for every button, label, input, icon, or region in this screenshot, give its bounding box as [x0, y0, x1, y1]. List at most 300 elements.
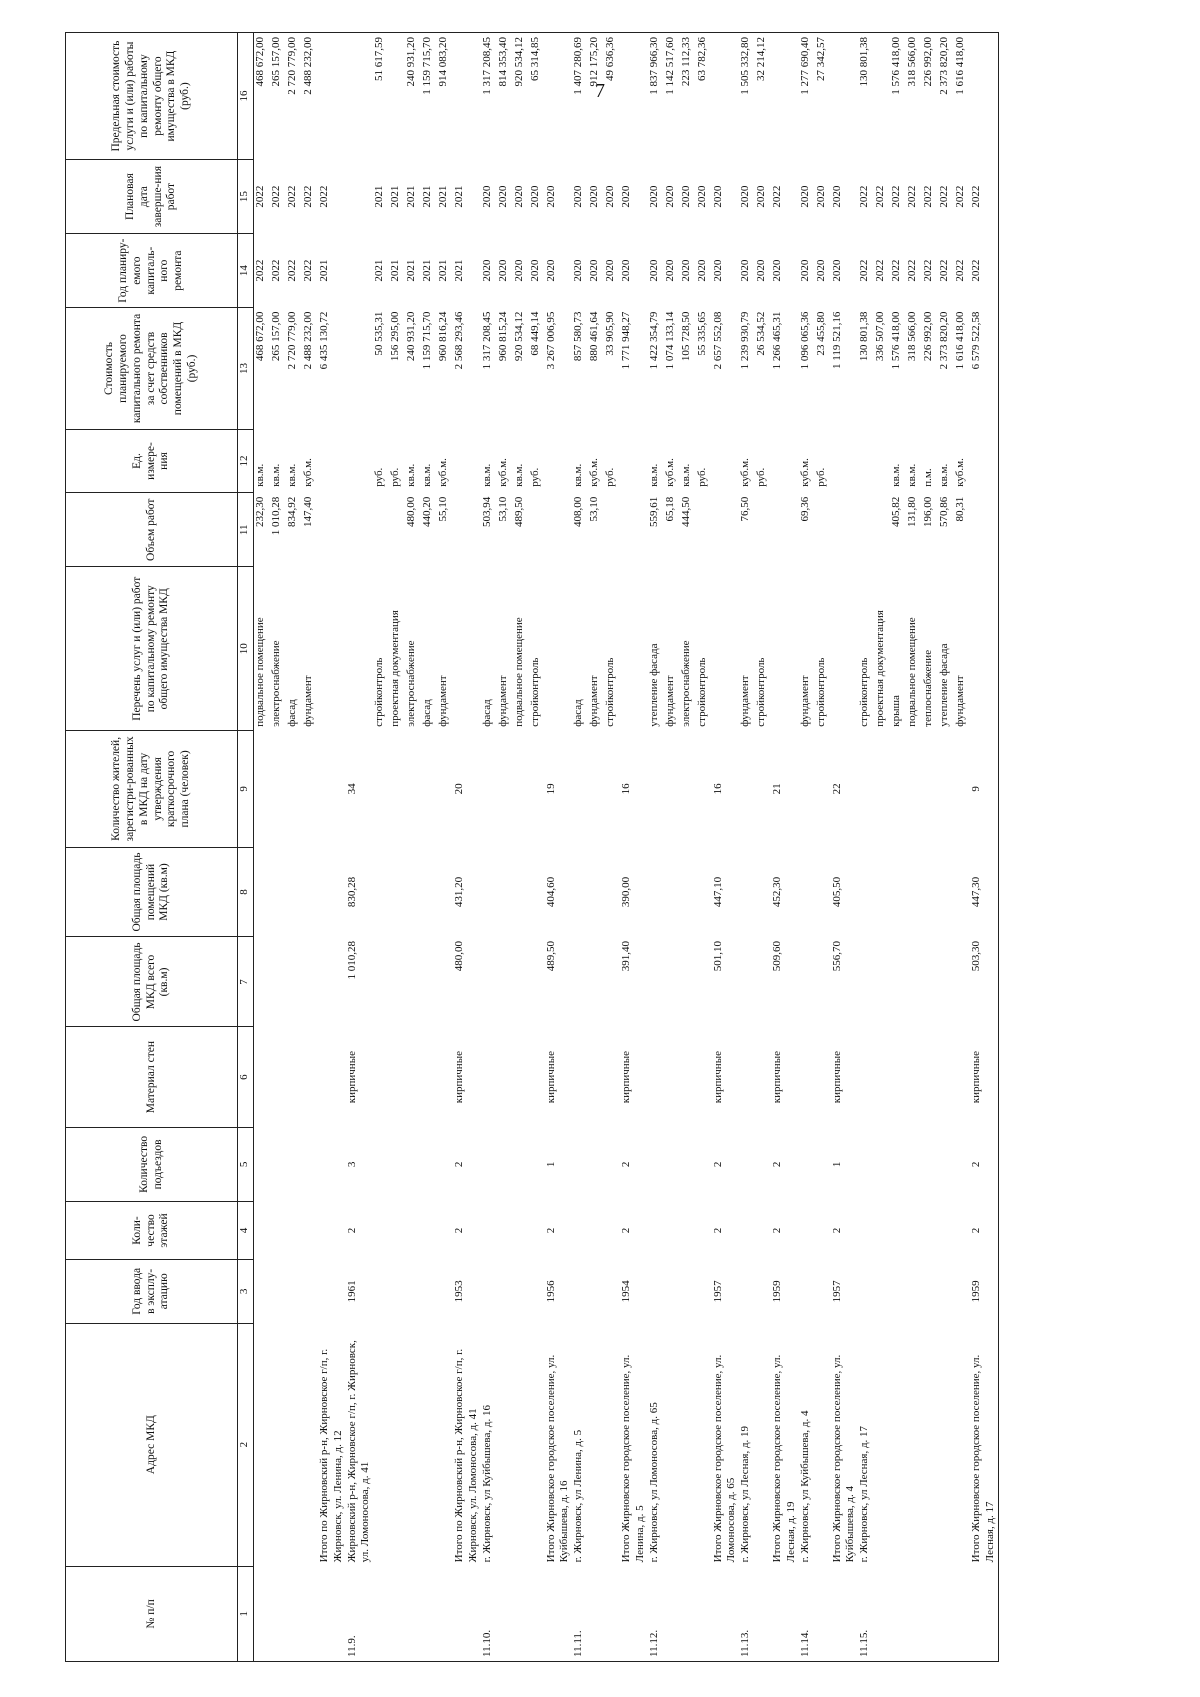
limit-cost-cell: 912 175,20	[588, 33, 604, 160]
row-number-cell	[421, 1566, 437, 1661]
limit-cost-cell: 1 616 418,00	[954, 33, 970, 160]
table-row	[771, 33, 799, 1662]
residents-cell	[497, 731, 513, 847]
completion-year-cell: 2022	[906, 185, 918, 208]
total-area-cell	[254, 937, 271, 1027]
row-number-cell	[545, 1566, 573, 1661]
volume-cell: 440,20	[421, 496, 433, 527]
limit-cost-cell: 1 505 332,80	[739, 33, 755, 160]
wall-material-cell	[421, 1027, 437, 1127]
table-row	[346, 33, 374, 1662]
planned-year-cell: 2020	[711, 259, 724, 282]
entrances-cell: 3	[345, 1161, 358, 1168]
column-number-11: 11	[238, 493, 254, 567]
premises-area-cell	[405, 847, 421, 937]
table-row	[664, 33, 680, 1662]
entrances-cell	[497, 1127, 513, 1201]
floors-cell: 2	[970, 1201, 998, 1259]
premises-area-cell	[922, 847, 938, 937]
wall-material-cell	[286, 1027, 302, 1127]
total-area-cell	[270, 937, 286, 1027]
floors-cell	[680, 1201, 696, 1259]
premises-area-cell	[286, 847, 302, 937]
premises-area-cell	[572, 847, 588, 937]
wall-material-cell	[938, 1027, 954, 1127]
row-number-cell	[874, 1566, 890, 1661]
entrances-cell	[922, 1127, 938, 1201]
residents-cell: 19	[544, 783, 557, 795]
table-row	[405, 33, 421, 1662]
work-type-cell	[453, 567, 481, 731]
residents-cell: 16	[620, 783, 632, 795]
entrances-cell	[270, 1127, 286, 1201]
address-cell	[513, 1323, 529, 1566]
year-built-cell	[318, 1260, 346, 1323]
completion-year-cell: 2022	[318, 185, 330, 208]
limit-cost-cell: 1 837 966,30	[648, 33, 664, 160]
planned-year-cell: 2020	[798, 259, 811, 282]
year-built-cell	[858, 1260, 874, 1323]
table-row	[712, 33, 740, 1662]
residents-cell	[318, 731, 346, 847]
unit-cell: руб.	[389, 467, 401, 487]
row-number-cell: 11.15.	[858, 1566, 874, 1661]
limit-cost-cell: 920 534,12	[513, 33, 529, 160]
planned-year-cell: 2021	[421, 259, 433, 282]
row-number-cell	[680, 1566, 696, 1661]
cost-cell: 130 801,38	[858, 311, 870, 362]
total-area-cell: 509,60	[771, 940, 783, 972]
volume-cell	[453, 493, 481, 567]
table-row	[529, 33, 545, 1662]
volume-cell	[318, 493, 346, 567]
entrances-cell	[954, 1127, 970, 1201]
wall-material-cell	[815, 1027, 831, 1127]
floors-cell: 2	[453, 1227, 465, 1234]
row-number-cell	[270, 1566, 286, 1661]
table-row	[481, 33, 497, 1662]
residents-cell: 20	[453, 783, 465, 795]
premises-area-cell	[270, 847, 286, 937]
work-type-cell: подвальное помещение	[906, 617, 918, 727]
year-built-cell	[588, 1260, 604, 1323]
work-type-cell: крыша	[890, 695, 902, 727]
total-area-cell: 503,30	[970, 937, 998, 1027]
year-built-cell	[254, 1260, 271, 1323]
premises-area-cell	[389, 847, 405, 937]
entrances-cell	[858, 1127, 874, 1201]
volume-cell	[696, 493, 712, 567]
completion-year-cell: 2020	[695, 185, 708, 208]
residents-cell	[938, 731, 954, 847]
limit-cost-cell: 240 931,20	[405, 33, 421, 160]
work-type-cell	[545, 567, 573, 731]
planned-year-cell: 2022	[938, 259, 950, 282]
year-built-cell	[664, 1260, 680, 1323]
planned-year-cell: 2020	[588, 259, 600, 282]
wall-material-cell	[302, 1027, 318, 1127]
work-type-cell: фасад	[572, 699, 584, 727]
limit-cost-cell: 1 576 418,00	[890, 33, 906, 160]
planned-year-cell: 2021	[373, 259, 385, 282]
table-row	[286, 33, 302, 1662]
limit-cost-cell	[712, 33, 740, 160]
floors-cell	[755, 1201, 771, 1259]
premises-area-cell	[938, 847, 954, 937]
floors-cell	[815, 1201, 831, 1259]
total-area-cell	[858, 937, 874, 1027]
cost-cell: 3 267 006,95	[544, 311, 557, 370]
wall-material-cell	[497, 1027, 513, 1127]
table-row	[513, 33, 529, 1662]
unit-cell: кв.м.	[890, 463, 902, 487]
table-row	[696, 33, 712, 1662]
limit-cost-cell	[831, 33, 859, 160]
address-cell	[696, 1323, 712, 1566]
year-built-cell	[922, 1260, 938, 1323]
floors-cell	[513, 1201, 529, 1259]
floors-cell	[318, 1201, 346, 1259]
residents-cell	[648, 731, 664, 847]
total-area-cell	[405, 937, 421, 1027]
planned-year-cell: 2020	[830, 259, 843, 282]
volume-cell: 147,40	[302, 496, 314, 527]
table-row	[302, 33, 318, 1662]
year-built-cell: 1959	[970, 1260, 998, 1323]
unit-cell	[874, 429, 890, 492]
address-cell: г. Жирновск, ул Куйбышева, д. 4	[798, 1410, 811, 1563]
volume-cell	[545, 493, 573, 567]
column-number-14: 14	[238, 234, 254, 308]
year-built-cell: 1956	[544, 1280, 557, 1303]
total-area-cell: 1 010,28	[345, 940, 358, 980]
table-row	[453, 33, 481, 1662]
total-area-cell	[529, 937, 545, 1027]
cost-cell: 6 579 522,58	[970, 308, 998, 430]
work-type-cell: электроснабжение	[679, 640, 692, 727]
volume-cell: 489,50	[512, 496, 525, 527]
table-row	[270, 33, 286, 1662]
total-area-cell	[497, 937, 513, 1027]
entrances-cell	[302, 1127, 318, 1201]
table-row	[680, 33, 696, 1662]
cost-cell: 2 568 293,46	[453, 311, 465, 370]
column-header-1: № п/п	[66, 1566, 238, 1661]
row-number-cell	[286, 1566, 302, 1661]
completion-year-cell: 2022	[938, 185, 950, 208]
wall-material-cell	[664, 1027, 680, 1127]
wall-material-cell	[858, 1027, 874, 1127]
total-area-cell	[755, 937, 771, 1027]
planned-year-cell: 2020	[755, 259, 767, 282]
column-header-12: Ед. измере-ния	[66, 429, 238, 492]
row-number-cell	[831, 1566, 859, 1661]
planned-year-cell: 2022	[922, 259, 934, 282]
floors-cell	[588, 1201, 604, 1259]
unit-cell: куб.м.	[496, 458, 509, 487]
premises-area-cell	[906, 847, 922, 937]
table-row	[906, 33, 922, 1662]
completion-year-cell: 2021	[389, 185, 401, 208]
completion-year-cell: 2020	[588, 185, 600, 208]
limit-cost-cell	[346, 33, 374, 160]
work-type-cell: утепление фасада	[647, 643, 660, 727]
table-row	[318, 33, 346, 1662]
work-type-cell: стройконтроль	[695, 657, 708, 727]
unit-cell	[771, 429, 799, 492]
work-type-cell	[318, 567, 346, 731]
year-built-cell	[815, 1260, 831, 1323]
planned-year-cell: 2020	[604, 259, 616, 282]
planned-year-cell: 2020	[544, 259, 557, 282]
cost-cell: 1 266 465,31	[771, 311, 783, 370]
cost-cell: 960 816,24	[437, 311, 449, 362]
premises-area-cell	[815, 847, 831, 937]
planned-year-cell: 2020	[739, 259, 751, 282]
completion-year-cell: 2021	[373, 185, 385, 208]
wall-material-cell	[318, 1027, 346, 1127]
wall-material-cell	[874, 1027, 890, 1127]
column-header-13: Стоимость планируемого капитального ремонта за счет средств собственников помещений в МКД (руб.)	[66, 308, 238, 430]
total-area-cell	[373, 937, 389, 1027]
total-area-cell: 489,50	[544, 940, 557, 972]
table-row	[497, 33, 513, 1662]
limit-cost-cell: 1 142 517,60	[664, 33, 680, 160]
volume-cell: 1 010,28	[270, 496, 282, 536]
cost-cell: 6 435 130,72	[318, 311, 330, 370]
unit-cell	[620, 429, 648, 492]
year-built-cell: 1957	[711, 1280, 724, 1303]
wall-material-cell: кирпичные	[970, 1027, 998, 1127]
row-number-cell	[970, 1566, 998, 1661]
column-header-2: Адрес МКД	[66, 1323, 238, 1566]
floors-cell	[938, 1201, 954, 1259]
completion-year-cell: 2022	[286, 185, 298, 208]
volume-cell: 76,50	[739, 496, 751, 522]
total-area-cell	[648, 937, 664, 1027]
year-built-cell	[437, 1260, 453, 1323]
column-header-10: Перечень услуг и (или) работ по капитальному ремонту общего имущества МКД	[66, 567, 238, 731]
completion-year-cell: 2020	[496, 185, 509, 208]
row-number-cell	[453, 1566, 481, 1661]
premises-area-cell	[318, 847, 346, 937]
year-built-cell: 1954	[620, 1280, 632, 1303]
volume-cell: 55,10	[437, 496, 449, 522]
limit-cost-cell: 65 314,85	[529, 33, 545, 160]
volume-cell	[874, 493, 890, 567]
row-number-cell	[696, 1566, 712, 1661]
year-built-cell	[513, 1260, 529, 1323]
unit-cell: куб.м.	[954, 458, 966, 487]
limit-cost-cell	[874, 33, 890, 160]
row-number-cell	[771, 1566, 799, 1661]
row-number-cell	[755, 1566, 771, 1661]
work-type-cell: стройконтроль	[528, 657, 541, 727]
entrances-cell: 2	[453, 1161, 465, 1168]
planned-year-cell: 2020	[496, 259, 509, 282]
address-cell: Итого Жирновское городское поселение, ул. Ломоносова, д. 65	[711, 1354, 738, 1563]
entrances-cell	[318, 1127, 346, 1201]
floors-cell: 2	[544, 1227, 557, 1234]
cost-cell: 1 317 208,45	[480, 311, 493, 370]
planned-year-cell: 2020	[814, 259, 827, 282]
completion-year-cell: 2021	[453, 185, 465, 208]
wall-material-cell	[604, 1027, 620, 1127]
year-built-cell	[938, 1260, 954, 1323]
premises-area-cell	[481, 847, 497, 937]
row-number-cell: 11.14.	[799, 1566, 815, 1661]
residents-cell	[604, 731, 620, 847]
volume-cell	[755, 493, 771, 567]
planned-year-cell: 2020	[528, 259, 541, 282]
row-number-cell	[405, 1566, 421, 1661]
row-number-cell: 11.9.	[346, 1566, 374, 1661]
unit-cell: куб.м.	[739, 458, 751, 487]
wall-material-cell	[739, 1027, 755, 1127]
planned-year-cell: 2021	[437, 259, 449, 282]
cost-cell: 1 239 930,79	[739, 311, 751, 370]
table-row	[874, 33, 890, 1662]
table-row	[604, 33, 620, 1662]
floors-cell: 2	[345, 1227, 358, 1234]
year-built-cell	[497, 1260, 513, 1323]
row-number-cell	[954, 1566, 970, 1661]
completion-year-cell: 2020	[647, 185, 660, 208]
unit-cell: руб.	[373, 467, 385, 487]
work-type-cell: фундамент	[739, 675, 751, 727]
row-number-cell	[302, 1566, 318, 1661]
work-type-cell: фундамент	[496, 675, 509, 727]
unit-cell	[858, 429, 874, 492]
column-number-3: 3	[238, 1260, 254, 1323]
total-area-cell	[318, 937, 346, 1027]
volume-cell	[529, 493, 545, 567]
address-cell: Итого Жирновское городское поселение, ул. Куйбышева, д. 4	[830, 1354, 857, 1563]
wall-material-cell	[696, 1027, 712, 1127]
unit-cell: руб.	[528, 467, 541, 487]
row-number-cell	[529, 1566, 545, 1661]
floors-cell	[890, 1201, 906, 1259]
floors-cell	[858, 1201, 874, 1259]
planned-year-cell: 2022	[858, 259, 870, 282]
work-type-cell: стройконтроль	[755, 657, 767, 727]
year-built-cell	[696, 1260, 712, 1323]
header-row	[66, 33, 238, 1662]
planned-year-cell: 2020	[663, 259, 676, 282]
entrances-cell	[664, 1127, 680, 1201]
completion-year-cell: 2020	[679, 185, 692, 208]
year-built-cell: 1959	[771, 1280, 783, 1303]
address-cell	[254, 1323, 271, 1566]
limit-cost-cell: 1 277 690,40	[799, 33, 815, 160]
completion-year-cell: 2020	[798, 185, 811, 208]
volume-cell: 53,10	[496, 496, 509, 522]
address-cell	[437, 1323, 453, 1566]
work-type-cell: стройконтроль	[373, 657, 385, 727]
column-header-16: Предельная стоимость услуги и (или) работы по капитальному ремонту общего имущества в МКД (руб.)	[66, 33, 238, 160]
completion-year-cell: 2022	[254, 185, 266, 208]
premises-area-cell	[373, 847, 389, 937]
premises-area-cell	[588, 847, 604, 937]
wall-material-cell: кирпичные	[453, 1051, 465, 1104]
completion-year-cell: 2022	[874, 185, 886, 208]
floors-cell	[922, 1201, 938, 1259]
cost-cell: 1 074 133,14	[663, 311, 676, 370]
total-area-cell	[739, 937, 755, 1027]
cost-cell: 857 580,73	[572, 311, 584, 362]
residents-cell	[572, 731, 588, 847]
cost-cell: 26 534,52	[755, 311, 767, 356]
floors-cell	[664, 1201, 680, 1259]
year-built-cell	[572, 1260, 588, 1323]
address-cell	[389, 1323, 405, 1566]
table-row	[799, 33, 815, 1662]
cost-cell: 1 096 065,36	[798, 311, 811, 370]
entrances-cell: 2	[620, 1161, 632, 1168]
year-built-cell	[799, 1260, 815, 1323]
wall-material-cell	[529, 1027, 545, 1127]
planned-year-cell: 2022	[270, 259, 282, 282]
volume-cell	[815, 493, 831, 567]
unit-cell	[346, 429, 374, 492]
entrances-cell	[254, 1127, 271, 1201]
unit-cell	[712, 429, 740, 492]
floors-cell	[954, 1201, 970, 1259]
row-number-cell: 11.11.	[572, 1566, 588, 1661]
limit-cost-cell: 130 801,38	[858, 33, 874, 160]
work-type-cell	[831, 567, 859, 731]
premises-area-cell	[755, 847, 771, 937]
completion-year-cell: 2020	[620, 185, 632, 208]
unit-cell: кв.м.	[572, 463, 584, 487]
residents-cell	[529, 731, 545, 847]
entrances-cell	[286, 1127, 302, 1201]
unit-cell: кв.м.	[938, 463, 950, 487]
total-area-cell	[389, 937, 405, 1027]
limit-cost-cell: 226 992,00	[922, 33, 938, 160]
limit-cost-cell: 2 720 779,00	[286, 33, 302, 160]
premises-area-cell	[664, 847, 680, 937]
table-row	[588, 33, 604, 1662]
work-type-cell: проектная документация	[874, 610, 886, 727]
residents-cell	[858, 731, 874, 847]
unit-cell: куб.м.	[798, 458, 811, 487]
floors-cell	[739, 1201, 755, 1259]
premises-area-cell: 447,30	[970, 847, 998, 937]
limit-cost-cell: 2 373 820,20	[938, 33, 954, 160]
table-row	[437, 33, 453, 1662]
total-area-cell	[799, 937, 815, 1027]
unit-cell: кв.м.	[480, 463, 493, 487]
premises-area-cell	[648, 847, 664, 937]
wall-material-cell	[437, 1027, 453, 1127]
volume-cell	[771, 493, 799, 567]
cost-cell: 1 771 948,27	[620, 311, 632, 370]
planned-year-cell: 2021	[405, 259, 417, 282]
floors-cell	[405, 1201, 421, 1259]
total-area-cell	[286, 937, 302, 1027]
total-area-cell	[696, 937, 712, 1027]
cost-cell: 1 159 715,70	[421, 311, 433, 370]
cost-cell: 156 295,00	[389, 311, 401, 362]
unit-cell: кв.м.	[421, 463, 433, 487]
work-type-cell: электроснабжение	[270, 640, 282, 727]
total-area-cell	[437, 937, 453, 1027]
floors-cell: 2	[711, 1227, 724, 1234]
row-number-cell: 11.13.	[739, 1566, 755, 1661]
planned-year-cell: 2022	[890, 259, 902, 282]
column-number-row	[238, 33, 254, 1662]
